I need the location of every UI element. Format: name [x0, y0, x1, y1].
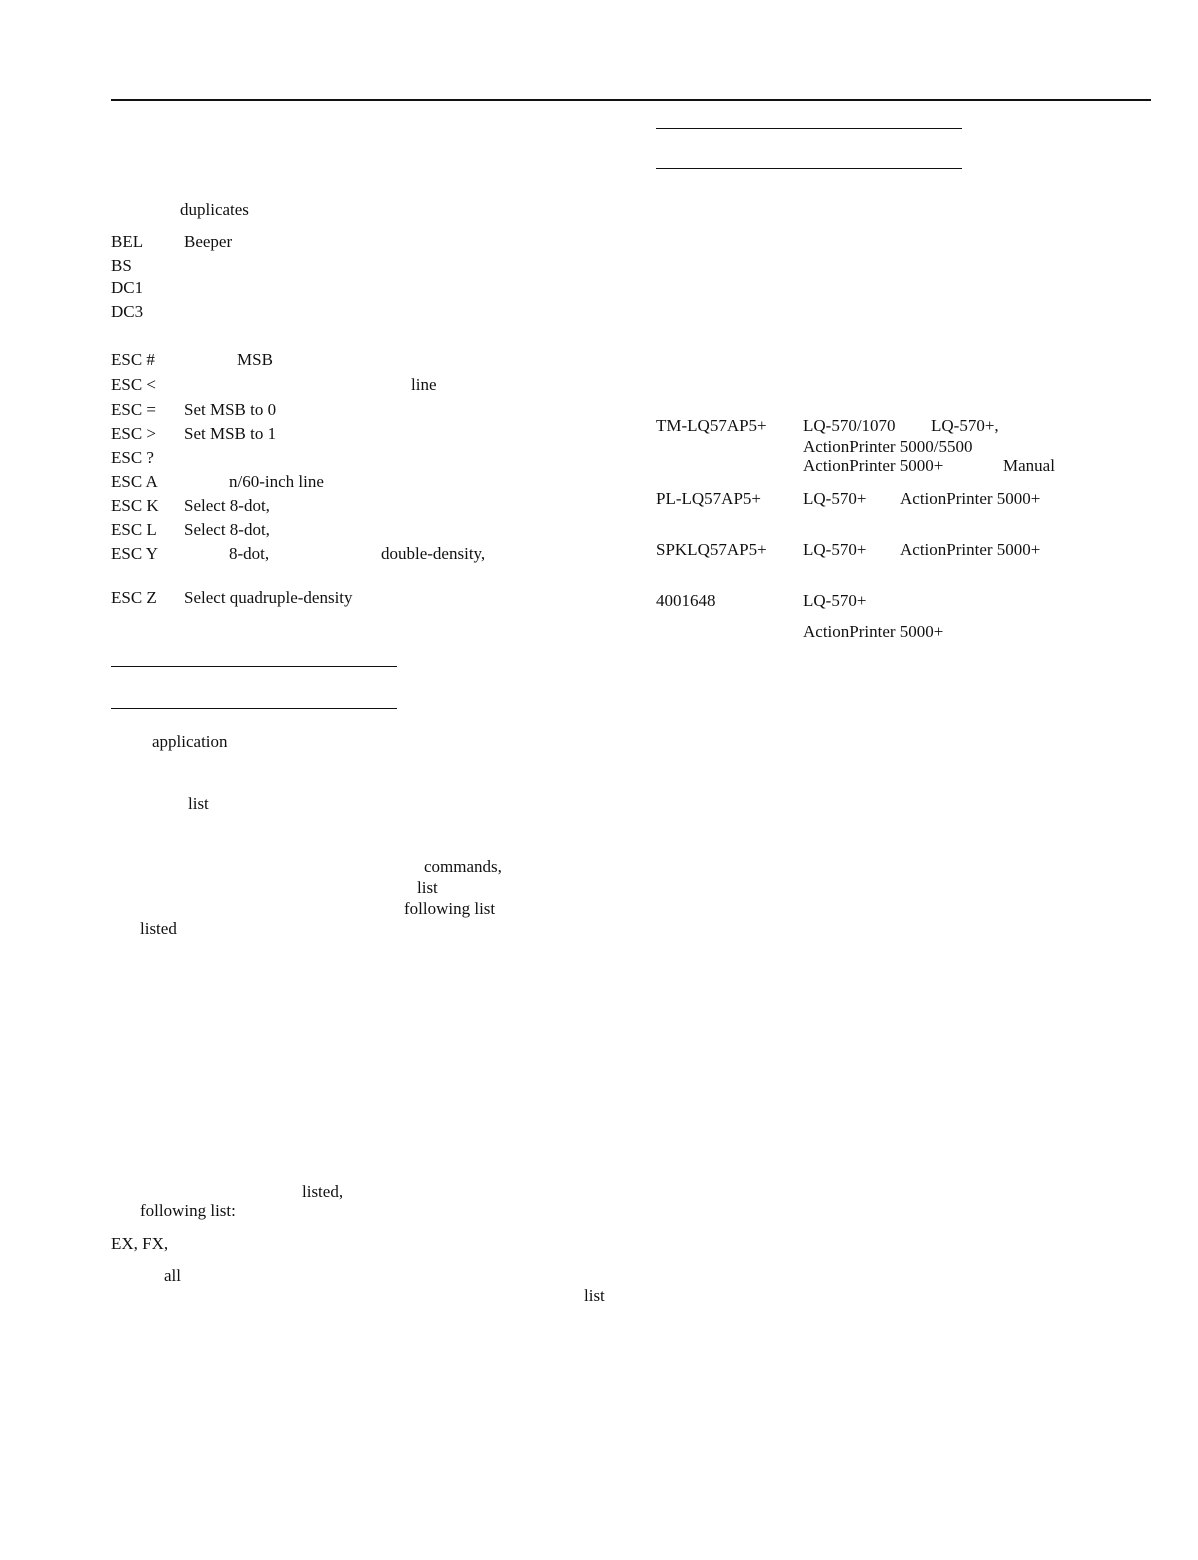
part-4001648-line-2: ActionPrinter 5000+: [803, 622, 944, 641]
word-commands: commands,: [424, 857, 502, 876]
command-desc-esc-eq: Set MSB to 0: [184, 400, 277, 419]
part-tm-line-5: Manual: [1003, 456, 1055, 475]
part-tm-line-3: ActionPrinter 5000/5500: [803, 437, 973, 456]
word-list-3: list: [584, 1286, 605, 1305]
part-number-spk: SPKLQ57AP5+: [656, 540, 767, 559]
part-4001648-line-1: LQ-570+: [803, 591, 867, 610]
word-following-list: following list: [404, 899, 496, 918]
command-code-dc1: DC1: [111, 278, 144, 297]
word-listed: listed: [140, 919, 177, 938]
command-desc-esc-a: n/60-inch line: [229, 472, 324, 491]
part-spk-line-1: LQ-570+: [803, 540, 867, 559]
part-number-4001648: 4001648: [656, 591, 716, 610]
command-desc-esc-k: Select 8-dot,: [184, 496, 270, 515]
command-code-esc-lt: ESC <: [111, 375, 157, 394]
part-tm-line-1: LQ-570/1070: [803, 416, 896, 435]
word-listed-2: listed,: [302, 1182, 344, 1201]
word-list-1: list: [188, 794, 209, 813]
left-section-rule-1: [111, 666, 397, 667]
command-code-esc-a: ESC A: [111, 472, 158, 491]
word-all: all: [164, 1266, 181, 1285]
command-code-esc-k: ESC K: [111, 496, 159, 515]
command-code-esc-q: ESC ?: [111, 448, 154, 467]
command-desc-bel: Beeper: [184, 232, 233, 251]
part-number-pl: PL-LQ57AP5+: [656, 489, 761, 508]
word-ex-fx: EX, FX,: [111, 1234, 169, 1253]
command-code-dc3: DC3: [111, 302, 144, 321]
part-pl-line-2: ActionPrinter 5000+: [900, 489, 1041, 508]
command-code-esc-l: ESC L: [111, 520, 157, 539]
part-tm-line-2: LQ-570+,: [931, 416, 999, 435]
part-pl-line-1: LQ-570+: [803, 489, 867, 508]
right-section-rule-1: [656, 128, 962, 129]
part-tm-line-4: ActionPrinter 5000+: [803, 456, 944, 475]
command-code-bel: BEL: [111, 232, 144, 251]
command-code-bs: BS: [111, 256, 132, 275]
page-top-rule: [111, 99, 1151, 101]
command-desc-esc-y: 8-dot,: [229, 544, 270, 563]
command-code-esc-gt: ESC >: [111, 424, 157, 443]
command-desc-esc-lt: line: [411, 375, 437, 394]
command-desc-esc-hash: MSB: [237, 350, 273, 369]
command-desc-esc-gt: Set MSB to 1: [184, 424, 277, 443]
command-desc2-esc-y: double-density,: [381, 544, 486, 563]
word-following-list-2: following list:: [140, 1201, 236, 1220]
command-code-esc-eq: ESC =: [111, 400, 157, 419]
part-number-tm: TM-LQ57AP5+: [656, 416, 767, 435]
command-code-esc-y: ESC Y: [111, 544, 159, 563]
part-spk-line-2: ActionPrinter 5000+: [900, 540, 1041, 559]
command-desc-esc-z: Select quadruple-density: [184, 588, 353, 607]
command-desc-esc-l: Select 8-dot,: [184, 520, 270, 539]
left-section-rule-2: [111, 708, 397, 709]
command-code-esc-hash: ESC #: [111, 350, 155, 369]
word-application: application: [152, 732, 228, 751]
word-list-2: list: [417, 878, 438, 897]
command-code-esc-z: ESC Z: [111, 588, 157, 607]
right-section-rule-2: [656, 168, 962, 169]
intro-word: duplicates: [180, 200, 249, 219]
